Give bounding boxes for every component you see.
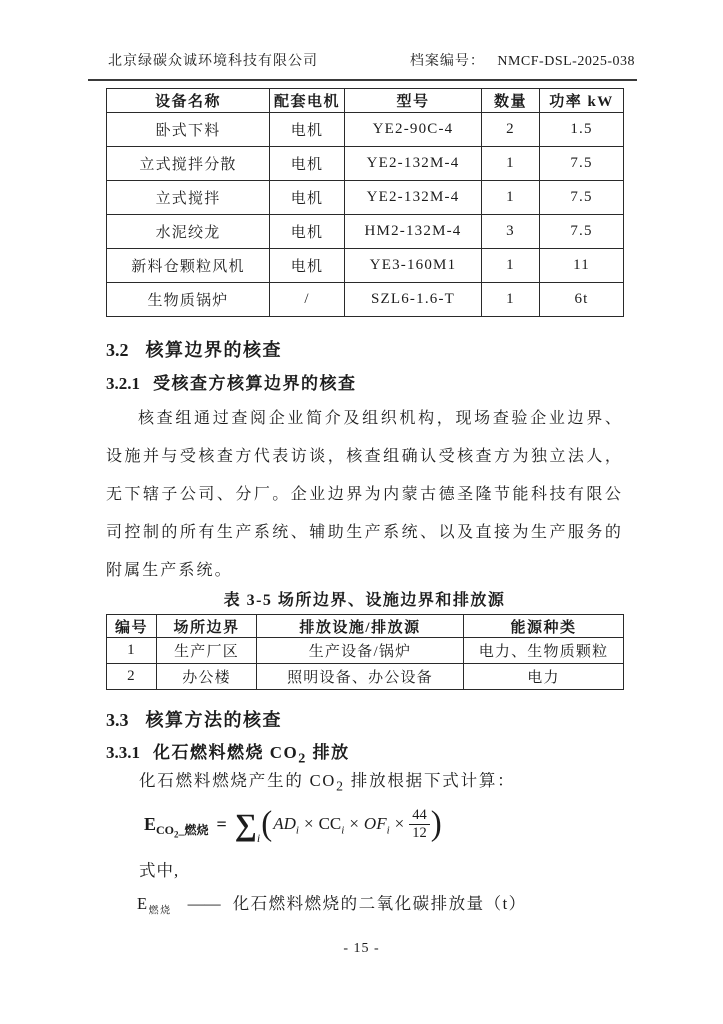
term-OF: $OF_i$ bbox=[363, 814, 390, 837]
term-AD: $AD_i$ bbox=[273, 814, 299, 837]
fraction-44-12: $\frac{44}{12}$ bbox=[409, 807, 430, 841]
table-row bbox=[107, 215, 624, 249]
section-number: 3.3 bbox=[106, 710, 129, 730]
table-row bbox=[107, 638, 624, 664]
table-header-row bbox=[107, 89, 624, 113]
boundary-table bbox=[106, 614, 624, 690]
table-cell: 7.5 bbox=[540, 215, 624, 249]
table-cell: 生物质锅炉 bbox=[107, 283, 270, 317]
section-number: 3.2.1 bbox=[106, 374, 140, 393]
table-cell: YE2-90C-4 bbox=[345, 113, 482, 147]
table-row bbox=[107, 664, 624, 690]
page-number: - 15 - bbox=[343, 941, 380, 956]
column-header: 排放设施/排放源 bbox=[257, 615, 464, 638]
section-number: 3.3.1 bbox=[106, 743, 140, 762]
table-cell: YE3-160M1 bbox=[345, 249, 482, 283]
co2-combustion-formula bbox=[144, 804, 623, 844]
multiply-sign: × bbox=[394, 814, 405, 833]
company-name: 北京绿碳众诚环境科技有限公司 bbox=[108, 54, 318, 69]
archive-number-field bbox=[410, 50, 635, 70]
table-cell: 照明设备、办公设备 bbox=[257, 664, 464, 690]
body-paragraph: 核查组通过查阅企业简介及组织机构，现场查验企业边界、设施并与受核查方代表访谈，核查组确认受核查方为独立法人，无下辖子公司、分厂。企业边界为内蒙古德圣隆节能科技有限公司控制的所有生产系统、辅助生产系统、以及直接为生产服务的附属生产系统。 bbox=[106, 410, 623, 579]
table-cell: / bbox=[270, 283, 345, 317]
symbol-definition bbox=[106, 892, 623, 916]
section-heading-3-2-1 bbox=[106, 372, 623, 396]
section-number: 3.2 bbox=[106, 340, 129, 360]
table-row bbox=[107, 113, 624, 147]
section-heading-3-2 bbox=[106, 338, 623, 362]
section-title: 受核查方核算边界的核查 bbox=[153, 374, 357, 393]
table-cell: 2 bbox=[107, 664, 157, 690]
open-paren: ( bbox=[261, 804, 273, 843]
formula-lhs: $E_{CO_2\_燃烧}$ bbox=[144, 813, 209, 840]
table-row bbox=[107, 147, 624, 181]
table-cell: 电力 bbox=[464, 664, 624, 690]
table-cell: YE2-132M-4 bbox=[345, 181, 482, 215]
equipment-table bbox=[106, 88, 624, 317]
column-header: 场所边界 bbox=[157, 615, 257, 638]
table-cell: 水泥绞龙 bbox=[107, 215, 270, 249]
table-cell: 7.5 bbox=[540, 147, 624, 181]
archive-label: 档案编号： bbox=[409, 54, 485, 69]
table-3-5-caption: 表 3-5 场所边界、设施边界和排放源 bbox=[223, 592, 506, 609]
multiply-sign: × bbox=[303, 814, 314, 833]
table-cell: 1 bbox=[482, 283, 540, 317]
definition-dash: —— bbox=[187, 894, 221, 913]
column-header: 型号 bbox=[345, 89, 482, 113]
table-cell: 电机 bbox=[270, 215, 345, 249]
table-cell: 6t bbox=[540, 283, 624, 317]
table-cell: 电机 bbox=[270, 181, 345, 215]
table-cell: 7.5 bbox=[540, 181, 624, 215]
equals-sign: = bbox=[216, 813, 227, 834]
table-cell: YE2-132M-4 bbox=[345, 147, 482, 181]
table-cell: 生产厂区 bbox=[157, 638, 257, 664]
table-row bbox=[107, 249, 624, 283]
table-cell: 1 bbox=[482, 147, 540, 181]
table-cell: 电机 bbox=[270, 113, 345, 147]
archive-number: NMCF-DSL-2025-038 bbox=[497, 54, 635, 69]
table-row bbox=[107, 283, 624, 317]
column-header: 数量 bbox=[482, 89, 540, 113]
section-title: 核算边界的核查 bbox=[145, 340, 282, 360]
table-cell: 1 bbox=[482, 181, 540, 215]
where-label: 式中, bbox=[139, 861, 180, 880]
formula-body bbox=[273, 807, 430, 841]
table-cell: 新料仓颗粒风机 bbox=[107, 249, 270, 283]
column-header: 能源种类 bbox=[464, 615, 624, 638]
table-cell: 11 bbox=[540, 249, 624, 283]
section-title: 核算方法的核查 bbox=[145, 710, 282, 730]
table-cell: SZL6-1.6-T bbox=[345, 283, 482, 317]
table-cell: 电力、生物质颗粒 bbox=[464, 638, 624, 664]
multiply-sign: × bbox=[349, 814, 359, 833]
table-header-row bbox=[107, 615, 624, 638]
section-title: 化石燃料燃烧 $CO_2$ 排放 bbox=[153, 743, 350, 767]
table-cell: 1.5 bbox=[540, 113, 624, 147]
column-header: 设备名称 bbox=[107, 89, 270, 113]
table-cell: 办公楼 bbox=[157, 664, 257, 690]
table-row bbox=[107, 181, 624, 215]
definition-text: 化石燃料燃烧的二氧化碳排放量（t） bbox=[232, 894, 527, 913]
section-heading-3-3 bbox=[106, 708, 623, 732]
close-paren: ) bbox=[430, 804, 442, 843]
definition-symbol: $E_{燃烧}$ bbox=[137, 894, 172, 917]
page-header bbox=[88, 50, 637, 81]
page-content bbox=[106, 88, 623, 916]
table-cell: 3 bbox=[482, 215, 540, 249]
table-cell: 立式搅拌 bbox=[107, 181, 270, 215]
column-header: 编号 bbox=[107, 615, 157, 638]
section-heading-3-3-1 bbox=[106, 741, 623, 765]
table-cell: 生产设备/锅炉 bbox=[257, 638, 464, 664]
table-cell: 电机 bbox=[270, 147, 345, 181]
column-header: 功率 kW bbox=[540, 89, 624, 113]
formula-intro: 化石燃料燃烧产生的 $CO_2$ 排放根据下式计算： bbox=[139, 771, 516, 794]
term-CC: $CC_i$ bbox=[318, 814, 345, 837]
table-cell: 2 bbox=[482, 113, 540, 147]
column-header: 配套电机 bbox=[270, 89, 345, 113]
table-cell: 1 bbox=[107, 638, 157, 664]
table-cell: 卧式下料 bbox=[107, 113, 270, 147]
table-cell: 电机 bbox=[270, 249, 345, 283]
sigma-symbol: $\sum_i$ bbox=[234, 806, 261, 845]
table-cell: HM2-132M-4 bbox=[345, 215, 482, 249]
table-cell: 1 bbox=[482, 249, 540, 283]
table-cell: 立式搅拌分散 bbox=[107, 147, 270, 181]
